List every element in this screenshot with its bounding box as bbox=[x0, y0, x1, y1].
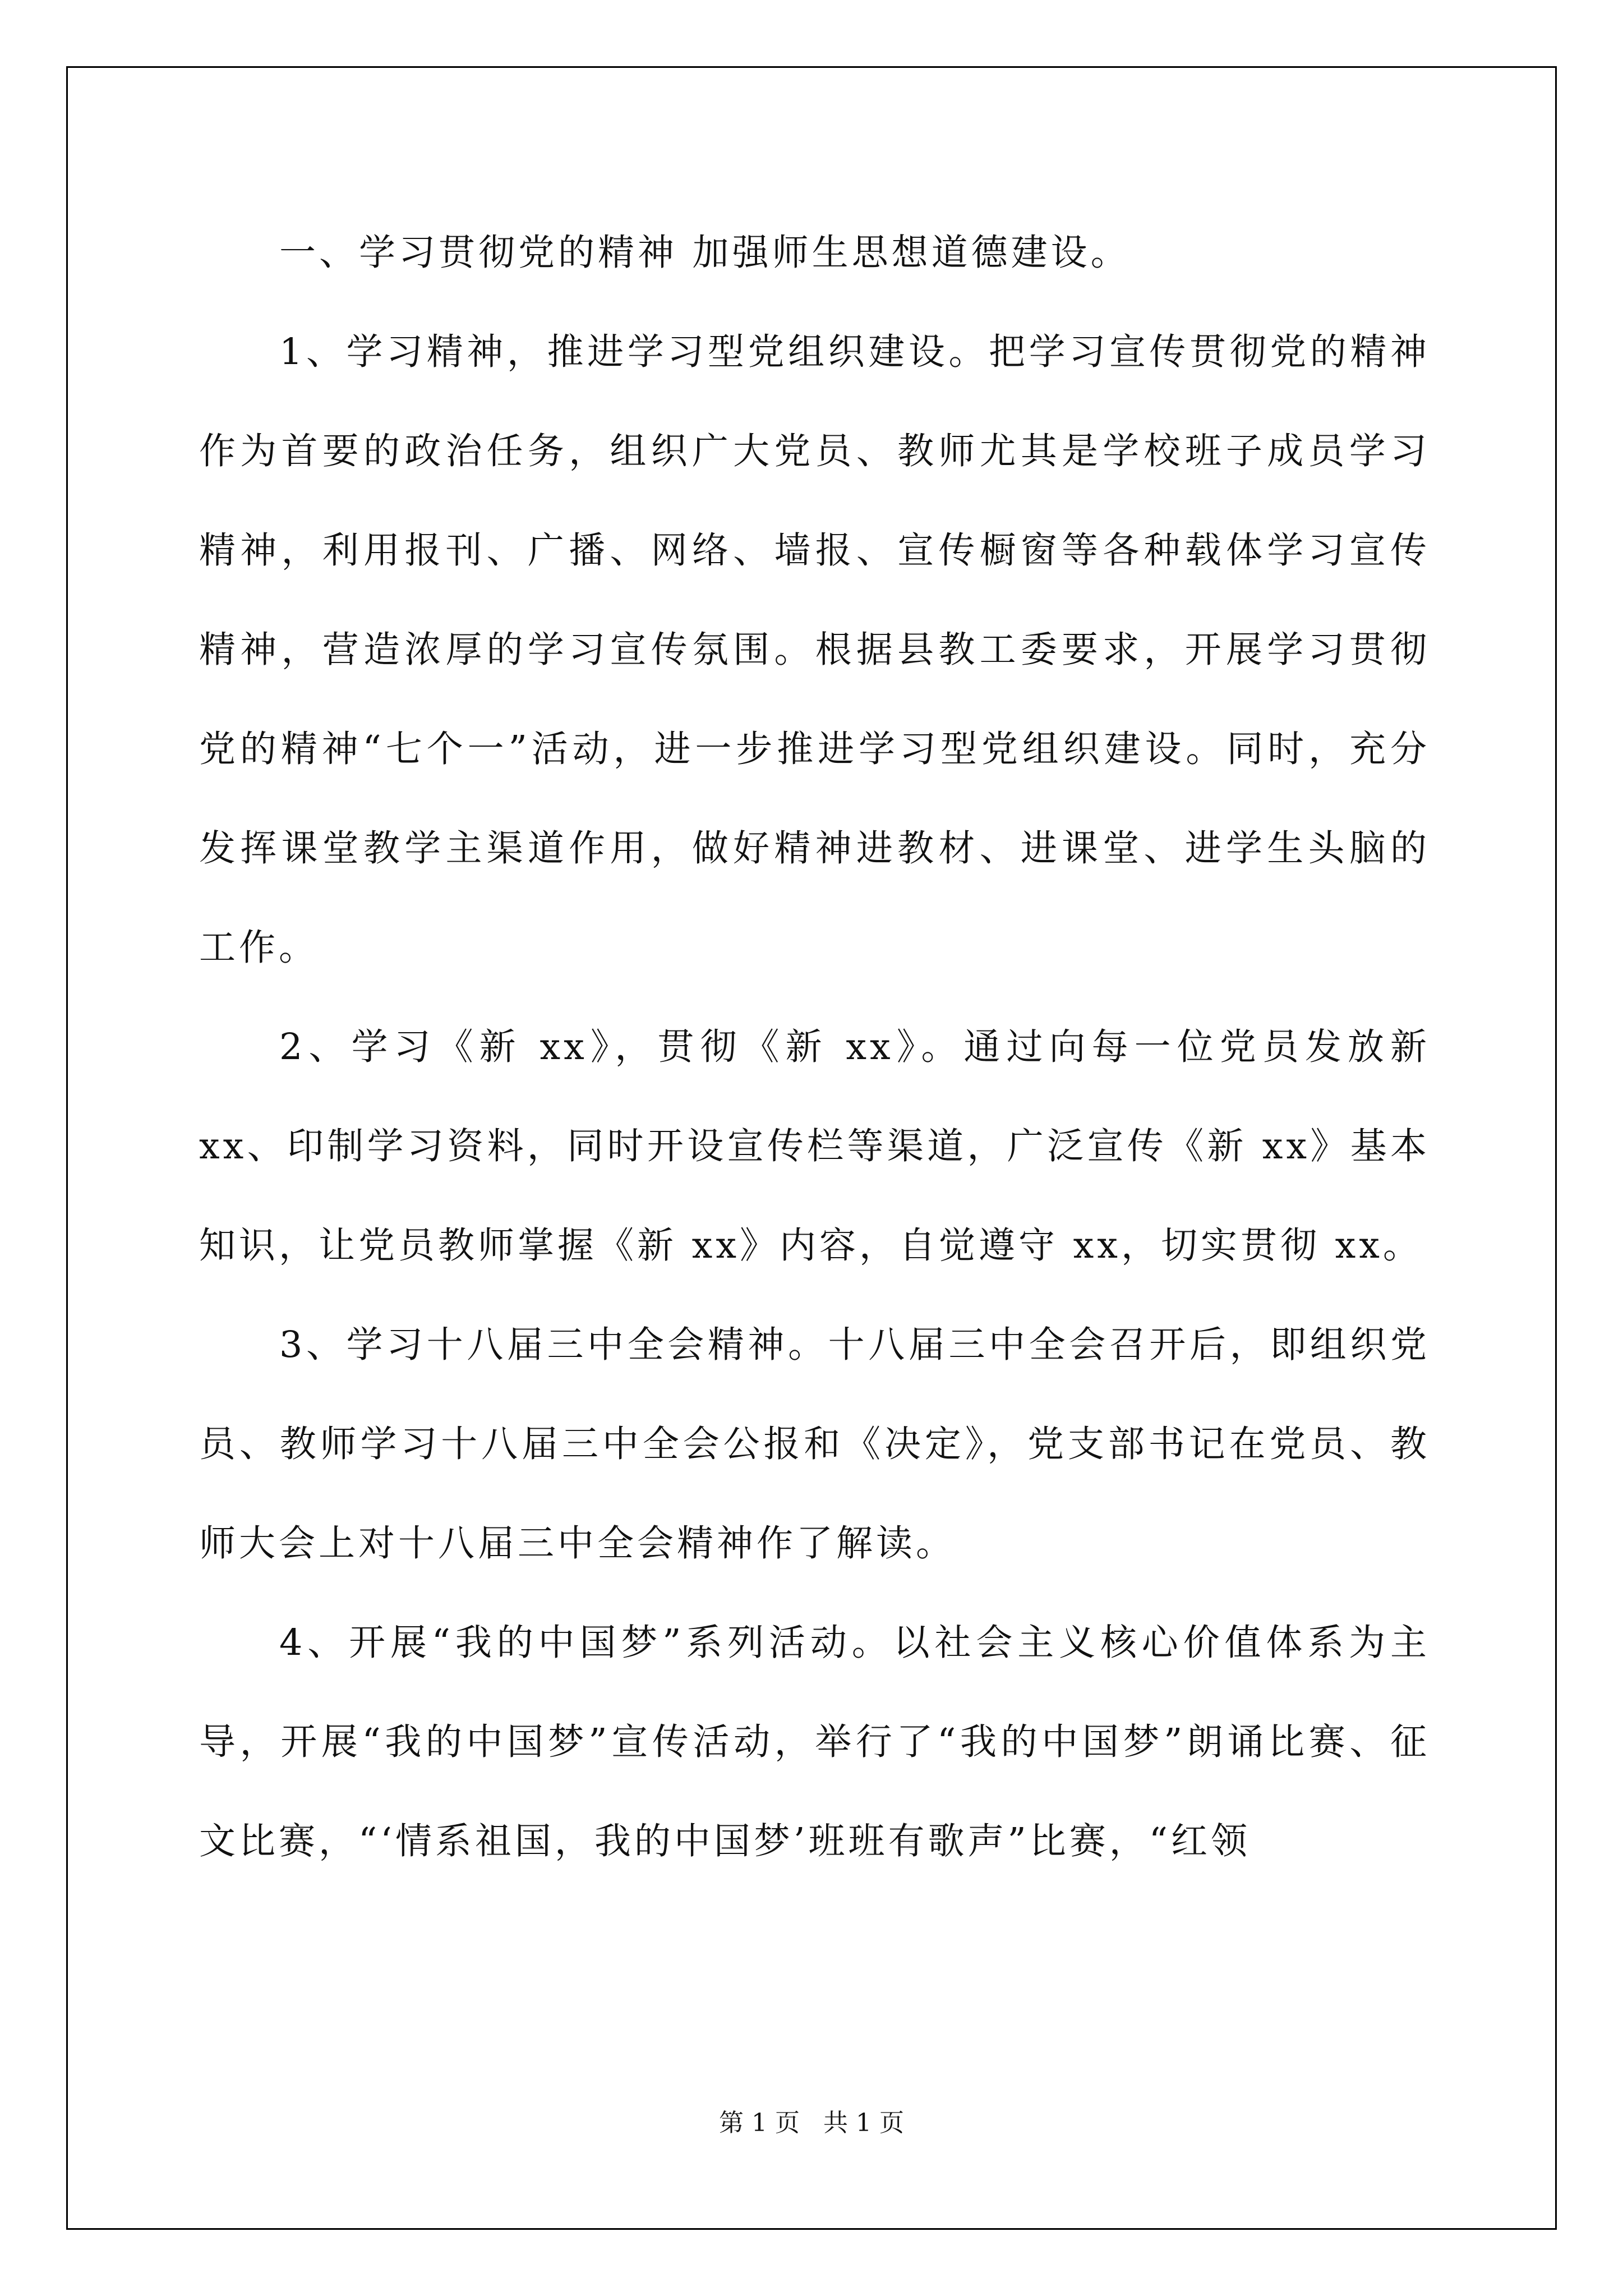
paragraph-4: 4、开展“我的中国梦”系列活动。以社会主义核心价值体系为主导，开展“我的中国梦”宣传活动，举行了“我的中国梦”朗诵比赛、征文比赛，“‘情系祖国，我的中国梦’班班有歌声”比赛，“红领 bbox=[199, 1622, 1430, 1862]
page-footer bbox=[0, 2102, 1623, 2138]
page-number-current: 第 1 页 bbox=[719, 2109, 800, 2137]
paragraph-2: 2、学习《新 xx》，贯彻《新 xx》。通过向每一位党员发放新 xx、印制学习资料，同时开设宣传栏等渠道，广泛宣传《新 xx》基本知识，让党员教师掌握《新 xx》内容，自觉遵守 xx，切实贯彻 xx。 bbox=[199, 1026, 1430, 1267]
page-number-total: 共 1 页 bbox=[823, 2109, 904, 2137]
paragraph-3: 3、学习十八届三中全会精神。十八届三中全会召开后，即组织党员、教师学习十八届三中全会公报和《决定》，党支部书记在党员、教师大会上对十八届三中全会精神作了解读。 bbox=[199, 1324, 1430, 1565]
document-body bbox=[199, 203, 1430, 1891]
paragraph-1: 1、学习精神，推进学习型党组织建设。把学习宣传贯彻党的精神作为首要的政治任务，组织广大党员、教师尤其是学校班子成员学习精神，利用报刊、广播、网络、墙报、宣传橱窗等各种载体学习宣传精神，营造浓厚的学习宣传氛围。根据县教工委要求，开展学习贯彻党的精神“七个一”活动，进一步推进学习型党组织建设。同时，充分发挥课堂教学主渠道作用，做好精神进教材、进课堂、进学生头脑的工作。 bbox=[199, 331, 1430, 969]
heading-section-1: 一、学习贯彻党的精神 加强师生思想道德建设。 bbox=[279, 232, 1131, 274]
